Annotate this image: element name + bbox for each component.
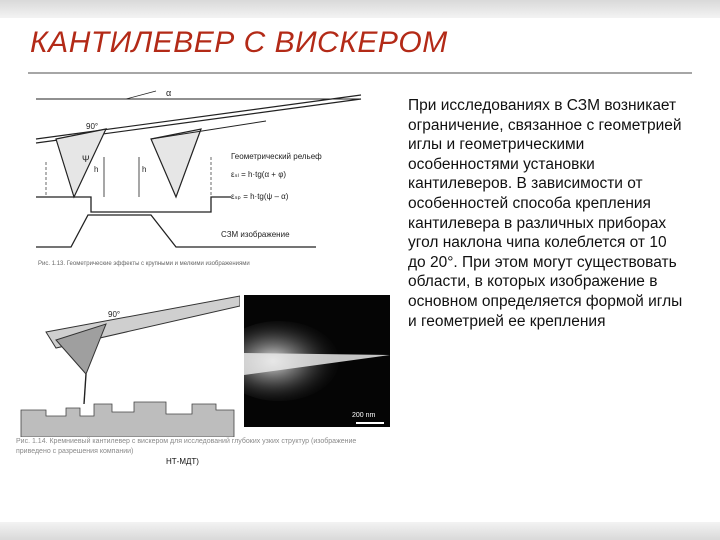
micrograph-image <box>244 295 390 427</box>
slide-body-text: При исследованиях в СЗМ возникает ограничение, связанное с геометрией иглы и геометрическими особенностями установки кантилеверов. В зависимости от особенностей способа крепления кантилевера в различных приборах угол наклона чипа колеблется от 10 до 20°. При этом могут существовать области, в которых изображение в основном определяется формой иглы и геометрией ее крепления <box>408 97 683 330</box>
figure2-caption-ref: НТ-МДТ) <box>166 457 199 466</box>
whisker-micrograph <box>244 295 390 427</box>
angle-label-2: 90° <box>108 310 121 319</box>
formula-2: εₛₚ = h·tg(ψ – α) <box>231 192 289 201</box>
slide-title: КАНТИЛЕВЕР С ВИСКЕРОМ <box>30 26 448 59</box>
top-frame-band <box>0 0 720 18</box>
figure2-caption-text: Рис. 1.14. Кремниевый кантилевер с вискером для исследований глубоких узких структур (изображение приведено с разрешения компании) <box>16 438 357 455</box>
figure2-caption <box>16 437 384 485</box>
relief-label: Геометрический рельеф <box>231 152 322 161</box>
title-divider <box>28 72 692 74</box>
h-label-1: h <box>94 165 99 174</box>
whisker-cantilever-figure <box>16 292 240 437</box>
bottom-frame-band <box>0 522 720 540</box>
angle-label-1: 90° <box>86 122 99 131</box>
spm-image-label: СЗМ изображение <box>221 230 290 239</box>
alpha-label: α <box>166 88 172 98</box>
whisker-cantilever-diagram <box>16 292 240 437</box>
psi-label: Ψ <box>82 154 90 164</box>
formula-1: εₛₗ = h·tg(α + φ) <box>231 170 287 179</box>
scale-bar-label: 200 nm <box>352 412 376 419</box>
h-label-2: h <box>142 165 147 174</box>
cantilever-geometry-diagram <box>16 87 365 269</box>
cantilever-geometry-figure <box>16 87 365 269</box>
figure1-caption: Рис. 1.13. Геометрические эффекты с крупными и мелкими изображениями <box>38 261 250 267</box>
